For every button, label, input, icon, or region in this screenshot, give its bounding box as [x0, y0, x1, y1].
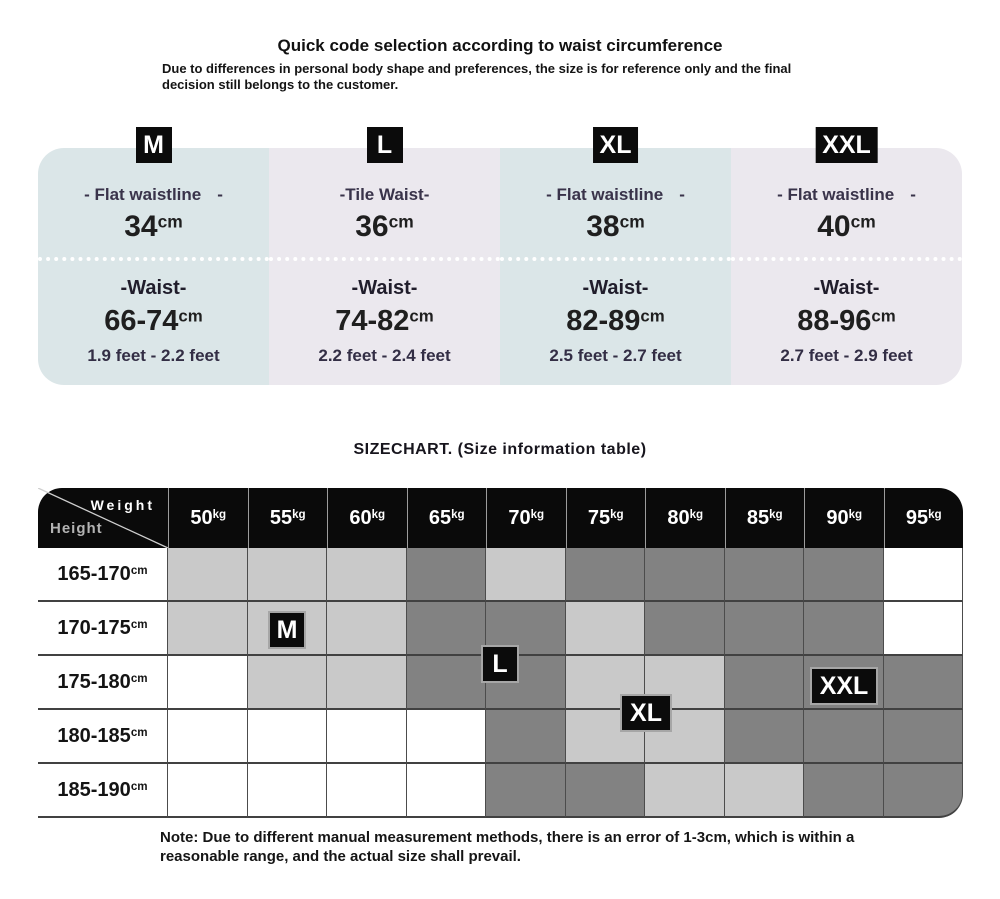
- waist-label: -Waist-: [120, 277, 187, 299]
- weight-header: [725, 488, 805, 548]
- chart-cell: [725, 656, 805, 710]
- chart-cell: [725, 764, 805, 818]
- waist-section: [38, 261, 269, 366]
- fit-label: [269, 185, 500, 205]
- waist-range: [269, 305, 500, 338]
- chart-cell: [566, 602, 646, 656]
- table-header: [38, 488, 963, 548]
- chart-cell: [407, 710, 487, 764]
- page-title: Quick code selection according to waist circumference: [277, 36, 723, 55]
- chart-cell: [327, 710, 407, 764]
- unit-label: kg: [451, 507, 465, 521]
- weight-header: [884, 488, 964, 548]
- unit-label: cm: [130, 725, 148, 739]
- waist-range-number: 66-74: [104, 305, 179, 337]
- chart-cell: [168, 656, 248, 710]
- fit-label-dash: -: [910, 185, 916, 204]
- flat-value: [269, 210, 500, 244]
- feet-range: 1.9 feet - 2.2 feet: [87, 346, 220, 365]
- chart-cell: [327, 602, 407, 656]
- waist-label: -Waist-: [351, 277, 418, 299]
- weight-header: [566, 488, 646, 548]
- waist-section: [269, 261, 500, 366]
- height-row-label: [38, 602, 168, 656]
- unit-label: cm: [388, 211, 414, 232]
- unit-label: cm: [640, 306, 665, 326]
- fit-label: [500, 185, 731, 205]
- flat-waist-section: [38, 148, 269, 261]
- fit-label-text: - Flat waistline: [84, 185, 202, 204]
- chart-cell: [804, 548, 884, 602]
- chart-cell: [725, 710, 805, 764]
- chart-cell: [884, 656, 964, 710]
- chart-cell: [407, 548, 487, 602]
- chart-cell: [407, 602, 487, 656]
- chart-cell: [168, 710, 248, 764]
- weight-header: [327, 488, 407, 548]
- size-panel-m: [38, 131, 269, 385]
- weight-value: 55: [269, 506, 293, 529]
- table-row: [38, 548, 963, 602]
- chart-cell: [725, 602, 805, 656]
- chart-cell: [327, 764, 407, 818]
- size-panel-l: [269, 131, 500, 385]
- fit-label-dash: -: [679, 185, 685, 204]
- chart-cell: [804, 764, 884, 818]
- weight-value: 80: [667, 506, 690, 529]
- unit-label: cm: [130, 779, 148, 793]
- unit-label: kg: [769, 507, 783, 521]
- chart-cell: [486, 548, 566, 602]
- fit-label-text: -Tile Waist-: [339, 185, 430, 204]
- unit-label: cm: [130, 671, 148, 685]
- chart-cell: [884, 764, 964, 818]
- feet-range: 2.2 feet - 2.4 feet: [318, 346, 451, 365]
- unit-label: cm: [850, 211, 876, 232]
- chart-cell: [248, 656, 328, 710]
- flat-value-number: 34: [124, 210, 158, 243]
- height-row-label: [38, 656, 168, 710]
- chart-size-badge-xxl: XXL: [810, 667, 878, 705]
- fit-label: [731, 185, 962, 205]
- weight-value: 65: [428, 506, 452, 529]
- height-axis-label: Height: [50, 520, 103, 537]
- weight-value: 90: [826, 506, 849, 529]
- chart-cell: [804, 602, 884, 656]
- height-row-label: [38, 548, 168, 602]
- unit-label: cm: [409, 306, 434, 326]
- waist-range: [731, 305, 962, 338]
- chart-cell: [645, 764, 725, 818]
- size-badge-xxl: XXL: [815, 127, 878, 163]
- feet-range: 2.7 feet - 2.9 feet: [780, 346, 913, 365]
- unit-label: kg: [212, 507, 227, 521]
- waist-label: -Waist-: [813, 277, 880, 299]
- chart-size-badge-m: M: [268, 611, 306, 649]
- chart-cell: [884, 710, 964, 764]
- weight-value: 70: [508, 506, 531, 529]
- height-row-label: [38, 710, 168, 764]
- unit-label: kg: [371, 507, 386, 521]
- weight-header: [407, 488, 487, 548]
- waist-panels: [38, 131, 962, 385]
- unit-label: kg: [848, 507, 863, 521]
- chart-cell: [168, 764, 248, 818]
- unit-label: kg: [610, 507, 624, 521]
- chart-cell: [566, 548, 646, 602]
- flat-value-number: 38: [586, 210, 620, 243]
- measurement-note: Note: Due to different manual measurement methods, there is an error of 1-3cm, which is within a reasonable range, and the actual size shall prevail.: [160, 829, 855, 865]
- size-badge-m: M: [136, 127, 172, 163]
- size-panel-xxl: [731, 131, 962, 385]
- size-badge-xl: XL: [593, 127, 639, 163]
- chart-cell: [645, 602, 725, 656]
- chart-cell: [884, 602, 964, 656]
- feet-range: 2.5 feet - 2.7 feet: [549, 346, 682, 365]
- waist-label: -Waist-: [582, 277, 649, 299]
- unit-label: cm: [157, 211, 183, 232]
- waist-range: [38, 305, 269, 338]
- unit-label: kg: [530, 507, 545, 521]
- height-value: 180-185: [57, 724, 131, 747]
- weight-header: [248, 488, 328, 548]
- sizechart-heading: SIZECHART. (Size information table): [353, 441, 647, 458]
- chart-cell: [804, 710, 884, 764]
- chart-cell: [407, 764, 487, 818]
- table-row: [38, 710, 963, 764]
- chart-cell: [486, 710, 566, 764]
- waist-range-number: 88-96: [797, 305, 872, 337]
- chart-cell: [168, 602, 248, 656]
- chart-cell: [486, 764, 566, 818]
- chart-cell: [327, 548, 407, 602]
- size-badge-l: L: [367, 127, 403, 163]
- flat-value: [38, 210, 269, 244]
- unit-label: cm: [871, 306, 896, 326]
- page-subtitle: Due to differences in personal body shape and preferences, the size is for reference only and the final decision still belongs to the customer.: [162, 61, 792, 92]
- waist-range: [500, 305, 731, 338]
- chart-cell: [566, 764, 646, 818]
- chart-cell: [327, 656, 407, 710]
- size-chart-table-wrap: [38, 488, 963, 818]
- fit-label-text: - Flat waistline: [777, 185, 895, 204]
- unit-label: cm: [130, 617, 148, 631]
- unit-label: kg: [928, 507, 942, 521]
- table-row: [38, 764, 963, 818]
- flat-waist-section: [731, 148, 962, 261]
- chart-cell: [884, 548, 964, 602]
- weight-value: 50: [190, 506, 213, 529]
- chart-cell: [248, 710, 328, 764]
- weight-value: 95: [905, 506, 929, 529]
- weight-axis-label: Weight: [90, 497, 155, 513]
- weight-header: [486, 488, 566, 548]
- chart-cell: [645, 548, 725, 602]
- flat-waist-section: [269, 148, 500, 261]
- corner-cell: [38, 488, 168, 548]
- weight-header: [645, 488, 725, 548]
- flat-value-number: 36: [355, 210, 389, 243]
- header-row: [38, 488, 963, 548]
- chart-cell: [248, 764, 328, 818]
- height-row-label: [38, 764, 168, 818]
- waist-section: [500, 261, 731, 366]
- weight-value: 60: [349, 506, 372, 529]
- fit-label-dash: -: [217, 185, 223, 204]
- waist-section: [731, 261, 962, 366]
- flat-value-number: 40: [817, 210, 851, 243]
- chart-cell: [168, 548, 248, 602]
- weight-value: 85: [746, 506, 770, 529]
- weight-header: [168, 488, 248, 548]
- chart-size-badge-l: L: [481, 645, 519, 683]
- unit-label: cm: [619, 211, 645, 232]
- height-value: 175-180: [57, 670, 131, 693]
- fit-label: [38, 185, 269, 205]
- unit-label: kg: [689, 507, 704, 521]
- size-panel-xl: [500, 131, 731, 385]
- height-value: 185-190: [57, 778, 131, 801]
- chart-size-badge-xl: XL: [620, 694, 672, 732]
- flat-waist-section: [500, 148, 731, 261]
- waist-range-number: 82-89: [566, 305, 641, 337]
- flat-value: [500, 210, 731, 244]
- unit-label: cm: [178, 306, 203, 326]
- fit-label-text: - Flat waistline: [546, 185, 664, 204]
- chart-cell: [725, 548, 805, 602]
- unit-label: cm: [130, 563, 148, 577]
- chart-cell: [248, 548, 328, 602]
- unit-label: kg: [292, 507, 306, 521]
- flat-value: [731, 210, 962, 244]
- weight-value: 75: [587, 506, 611, 529]
- weight-header: [804, 488, 884, 548]
- height-value: 165-170: [57, 562, 131, 585]
- height-value: 170-175: [57, 616, 131, 639]
- chart-cell: [407, 656, 487, 710]
- waist-range-number: 74-82: [335, 305, 410, 337]
